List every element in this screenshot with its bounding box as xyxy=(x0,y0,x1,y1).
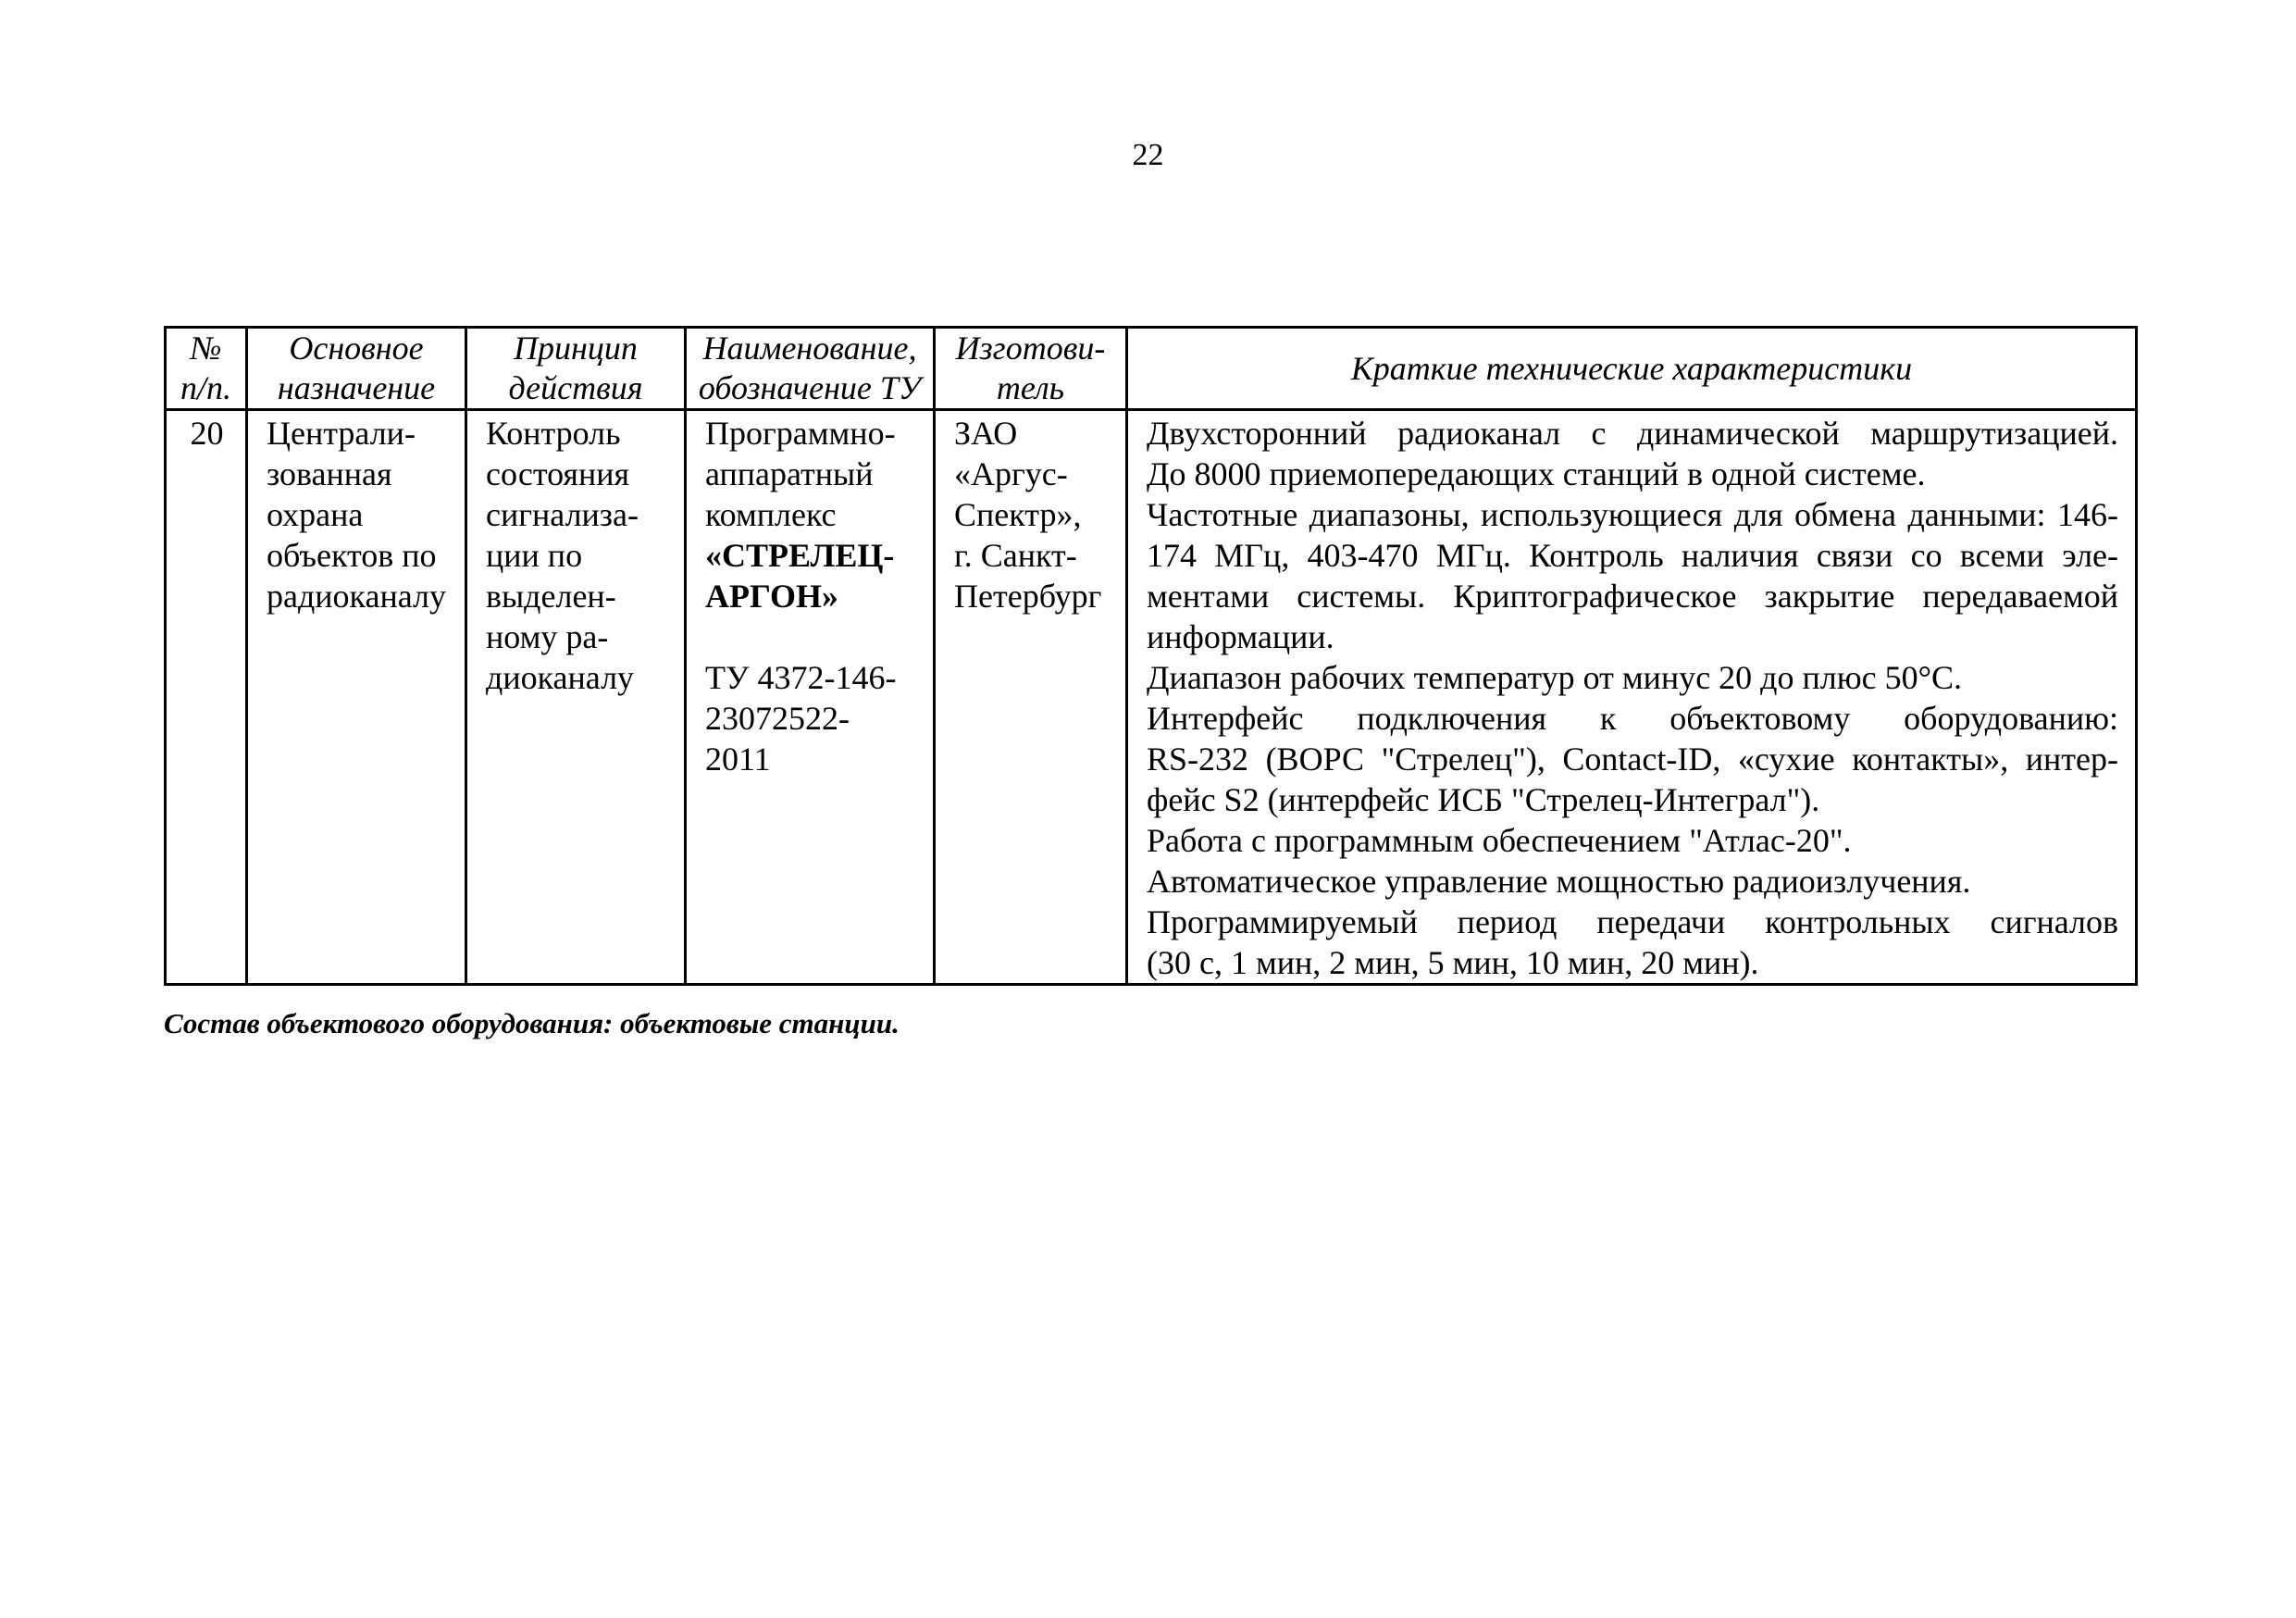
manufacturer-line: «Аргус- xyxy=(954,455,1068,492)
product-name: «СТРЕЛЕЦ- xyxy=(705,537,895,574)
spacer xyxy=(705,616,916,657)
principle-line: диоканалу xyxy=(486,659,635,696)
header-text: Принцип xyxy=(514,330,638,367)
spec-line: RS-232 (ВОРС "Стрелец"), Contact-ID, «сухие контакты», интер- xyxy=(1147,741,2118,778)
header-manufacturer xyxy=(935,328,1127,410)
spec-paragraph xyxy=(1147,861,2118,902)
spec-line: Программируемый период передачи контрольных сигналов xyxy=(1147,903,2118,940)
header-text: назначение xyxy=(277,369,436,406)
table-header-row xyxy=(166,328,2137,410)
cell-manufacturer xyxy=(935,410,1127,985)
cell-number xyxy=(166,410,247,985)
tu-designation: ТУ 4372-146- xyxy=(705,659,897,696)
name-line: аппаратный xyxy=(705,455,874,492)
tu-designation: 23072522- xyxy=(705,700,850,737)
spec-paragraph xyxy=(1147,902,2118,983)
table-row xyxy=(166,410,2137,985)
name-line: комплекс xyxy=(705,496,837,533)
spec-line: 174 МГц, 403-470 МГц. Контроль наличия связи со всеми эле- xyxy=(1147,537,2118,574)
spec-line: информации. xyxy=(1147,618,1334,655)
header-text: № xyxy=(190,330,222,367)
spec-paragraph xyxy=(1147,657,2118,698)
purpose-line: Централи- xyxy=(267,415,416,452)
spec-line: До 8000 приемопередающих станций в одной системе. xyxy=(1147,455,1926,492)
cell-purpose xyxy=(247,410,466,985)
spec-line: (30 с, 1 мин, 2 мин, 5 мин, 10 мин, 20 мин). xyxy=(1147,944,1759,981)
header-specs xyxy=(1127,328,2137,410)
principle-line: выделен- xyxy=(486,578,616,615)
header-text: Наименование, xyxy=(702,330,917,367)
principle-line: ции по xyxy=(486,537,583,574)
spec-line: Интерфейс подключения к объектовому оборудованию: xyxy=(1147,700,2118,737)
spec-paragraph xyxy=(1147,413,2118,494)
manufacturer-line: Спектр», xyxy=(954,496,1082,533)
name-line: Программно- xyxy=(705,415,896,452)
cell-name xyxy=(686,410,935,985)
cell-specs xyxy=(1127,410,2137,985)
spec-line: Автоматическое управление мощностью радиоизлучения. xyxy=(1147,863,1971,900)
tu-designation: 2011 xyxy=(705,741,771,778)
cell-principle xyxy=(466,410,686,985)
header-text: Изготови- xyxy=(955,330,1106,367)
header-number xyxy=(166,328,247,410)
manufacturer-line: ЗАО xyxy=(954,415,1018,452)
header-text: тель xyxy=(996,369,1065,406)
page-number: 22 xyxy=(1132,138,1164,172)
header-text: действия xyxy=(508,369,643,406)
spec-line: Двухсторонний радиоканал с динамической маршрутизацией. xyxy=(1147,415,2118,452)
principle-line: ному ра- xyxy=(486,618,609,655)
spec-line: фейс S2 (интерфейс ИСБ "Стрелец-Интеграл"). xyxy=(1147,781,1820,818)
spec-line: ментами системы. Криптографическое закрытие передаваемой xyxy=(1147,578,2118,615)
purpose-line: охрана xyxy=(267,496,364,533)
header-text: обозначение ТУ xyxy=(698,369,922,406)
principle-line: Контроль xyxy=(486,415,621,452)
equipment-spec-table xyxy=(164,326,2138,986)
purpose-line: зованная xyxy=(267,455,392,492)
purpose-line: объектов по xyxy=(267,537,437,574)
spec-paragraph xyxy=(1147,698,2118,820)
header-text: Основное xyxy=(289,330,424,367)
header-text: Краткие технические характеристики xyxy=(1350,349,1913,387)
manufacturer-line: г. Санкт- xyxy=(954,537,1077,574)
manufacturer-line: Петербург xyxy=(954,578,1102,615)
purpose-line: радиоканалу xyxy=(267,578,447,615)
header-text: п/п. xyxy=(180,369,231,406)
header-principle xyxy=(466,328,686,410)
product-name: АРГОН» xyxy=(705,578,838,615)
row-number: 20 xyxy=(190,415,224,452)
spec-line: Диапазон рабочих температур от минус 20 до плюс 50°С. xyxy=(1147,659,1962,696)
principle-line: состояния xyxy=(486,455,630,492)
spec-paragraph xyxy=(1147,820,2118,861)
spec-line: Работа с программным обеспечением "Атлас-20". xyxy=(1147,822,1852,859)
table-caption: Состав объектового оборудования: объектовые станции. xyxy=(164,1007,900,1039)
header-purpose xyxy=(247,328,466,410)
spec-paragraph xyxy=(1147,494,2118,657)
principle-line: сигнализа- xyxy=(486,496,639,533)
header-name xyxy=(686,328,935,410)
spec-line: Частотные диапазоны, использующиеся для обмена данными: 146- xyxy=(1147,496,2118,533)
